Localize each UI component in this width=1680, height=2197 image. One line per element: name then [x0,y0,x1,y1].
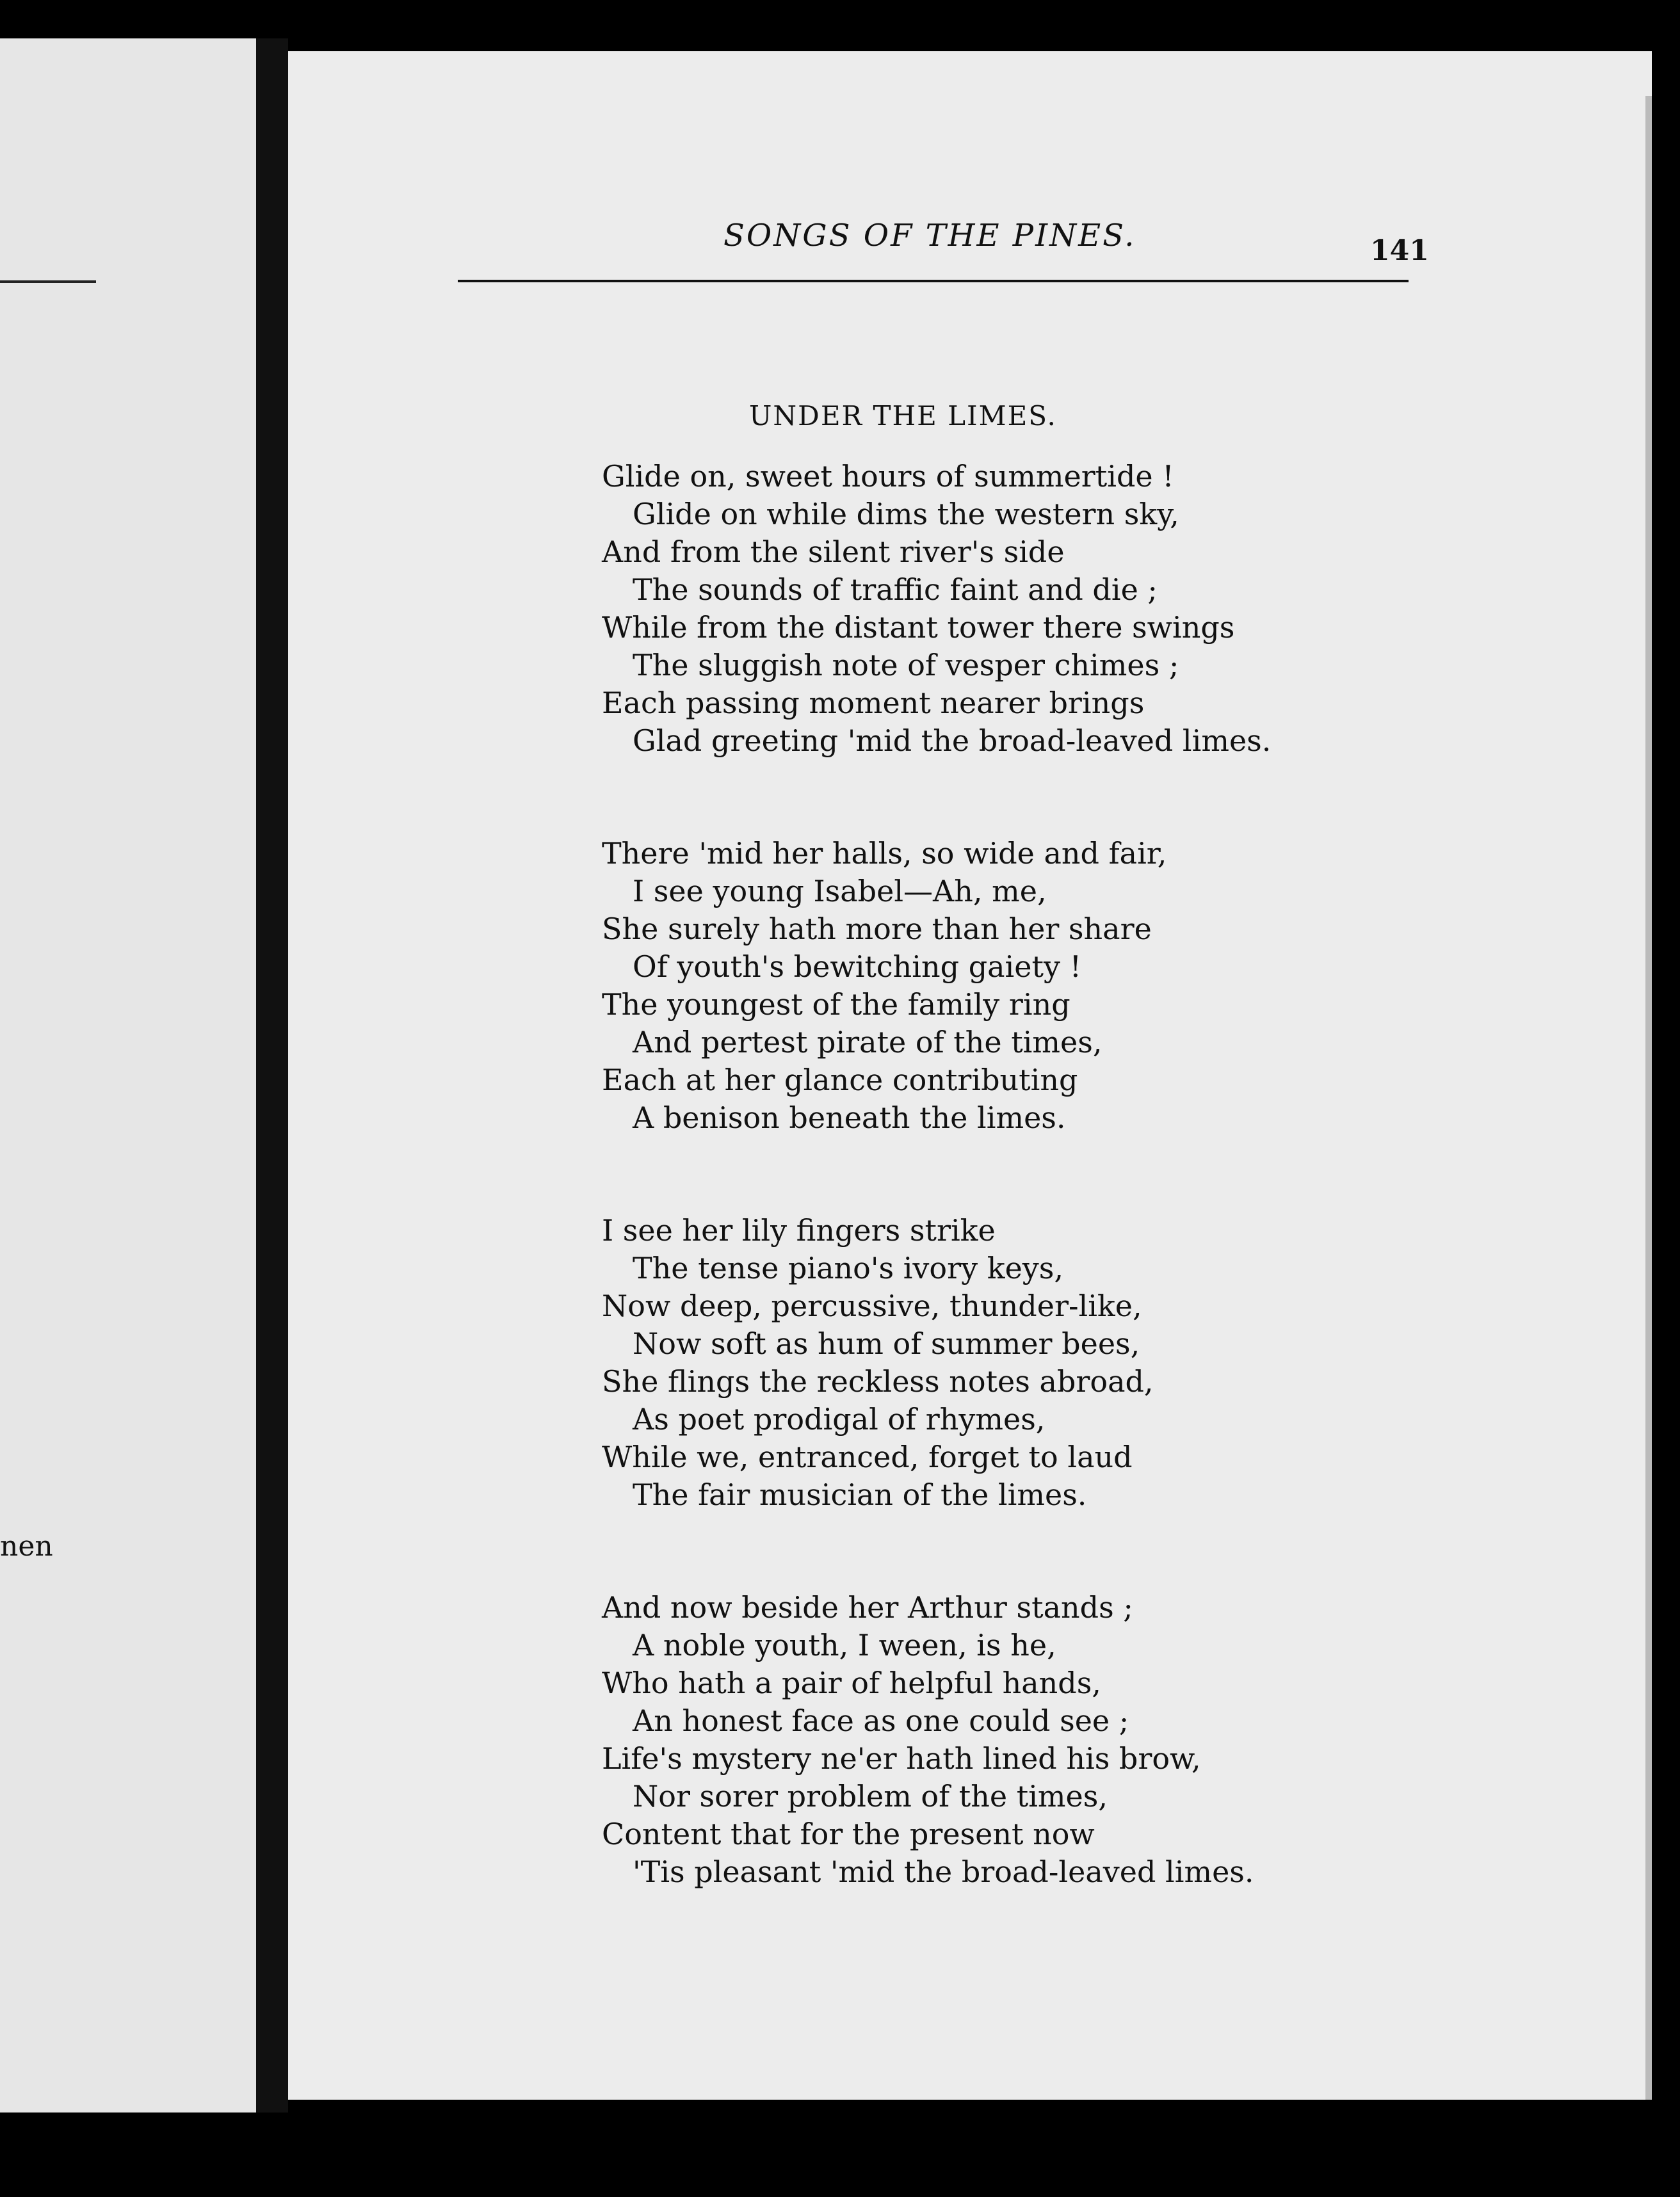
verse-line: There 'mid her halls, so wide and fair, [602,836,1167,871]
verse-line: As poet prodigal of rhymes, [633,1402,1046,1436]
verse-line: Content that for the present now [602,1817,1095,1851]
poem-body [602,458,1370,1966]
stanza [602,458,1370,760]
verse-line: 'Tis pleasant 'mid the broad-leaved limes. [633,1855,1254,1889]
verse-line: Now deep, percussive, thunder-like, [602,1289,1142,1323]
verse-line: Who hath a pair of helpful hands, [602,1666,1101,1700]
verse-line: A noble youth, I ween, is he, [633,1628,1056,1662]
poem-title: UNDER THE LIMES. [749,400,1057,431]
facing-page-text-fragment: nen [0,1530,53,1563]
verse-line: Life's mystery ne'er hath lined his brow, [602,1741,1201,1776]
verse-line: The tense piano's ivory keys, [633,1251,1064,1285]
verse-line: And from the silent river's side [602,535,1065,569]
verse-line: Of youth's bewitching gaiety ! [633,949,1082,984]
stanza [602,1212,1370,1514]
verse-line: While we, entranced, forget to laud [602,1440,1133,1474]
verse-line: I see young Isabel—Ah, me, [633,874,1047,908]
verse-line: She surely hath more than her share [602,912,1152,946]
verse-line: Glide on while dims the western sky, [633,497,1179,531]
page-edge [1645,96,1652,2100]
facing-page-rule [0,280,96,283]
verse-line: And pertest pirate of the times, [633,1025,1102,1059]
stanza [602,1589,1370,1891]
verse-line: An honest face as one could see ; [633,1703,1129,1738]
page-number: 141 [1370,234,1429,267]
verse-line: And now beside her Arthur stands ; [602,1590,1133,1625]
facing-page [0,38,256,2112]
stanza [602,835,1370,1137]
verse-line: The sounds of traffic faint and die ; [633,572,1158,607]
verse-line: While from the distant tower there swings [602,610,1235,645]
verse-line: Each passing moment nearer brings [602,686,1145,720]
verse-line: She flings the reckless notes abroad, [602,1364,1154,1399]
verse-line: Nor sorer problem of the times, [633,1779,1108,1814]
book-gutter [256,38,288,2112]
header-rule [458,280,1409,282]
verse-line: Each at her glance contributing [602,1063,1078,1097]
verse-line: I see her lily fingers strike [602,1213,996,1248]
verse-line: The fair musician of the limes. [633,1477,1087,1512]
running-title: SONGS OF THE PINES. [723,218,1136,254]
verse-line: Now soft as hum of summer bees, [633,1326,1140,1361]
verse-line: A benison beneath the limes. [633,1100,1066,1135]
verse-line: The youngest of the family ring [602,987,1070,1022]
verse-line: Glad greeting 'mid the broad-leaved limes. [633,723,1272,758]
verse-line: Glide on, sweet hours of summertide ! [602,459,1174,494]
verse-line: The sluggish note of vesper chimes ; [633,648,1179,682]
